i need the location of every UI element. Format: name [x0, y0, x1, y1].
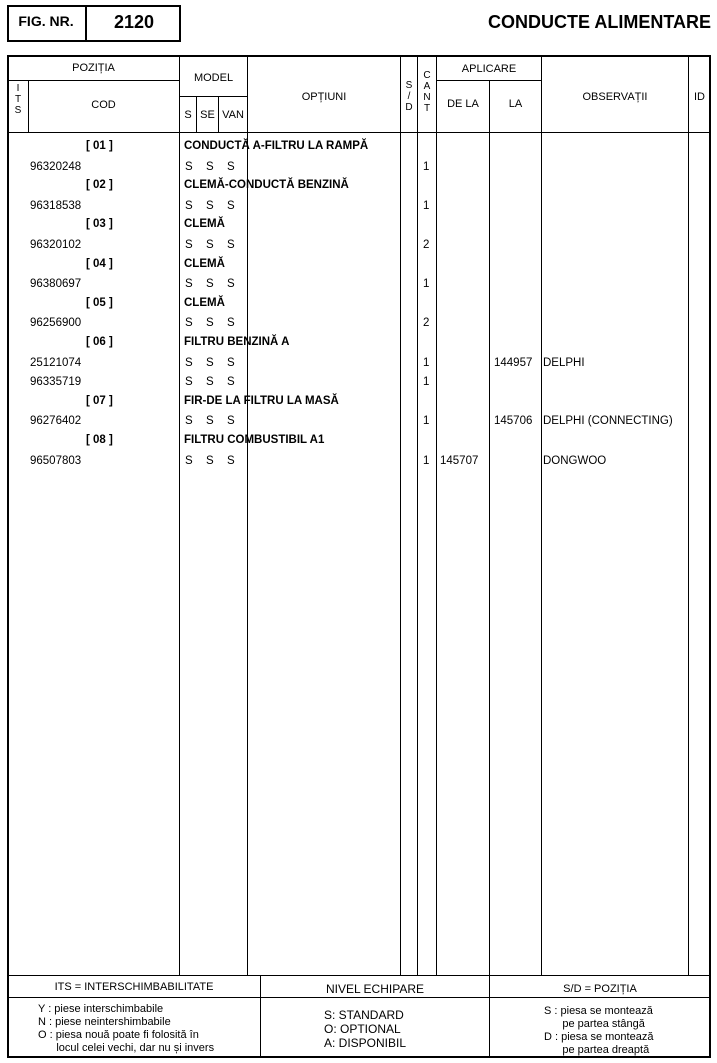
quantity: 1 [423, 160, 430, 173]
model-s-flag: S [185, 317, 193, 330]
quantity: 1 [423, 376, 430, 389]
part-name: CLEMĂ-CONDUCTĂ BENZINĂ [184, 179, 349, 192]
footer-nivel-legend [324, 1008, 406, 1050]
footer-sd-line: D : piesa se montează [544, 1031, 654, 1043]
position-number: [ 03 ] [86, 218, 113, 231]
observation: DONGWOO [543, 454, 607, 467]
model-van-flag: S [227, 278, 235, 291]
header-model-se: SE [200, 109, 215, 121]
footer-its-line: N : piese neintershimbabile [38, 1016, 171, 1028]
footer-sd-line: pe partea stângă [544, 1018, 645, 1030]
model-van-flag: S [227, 317, 235, 330]
quantity: 2 [423, 317, 430, 330]
header-de-la: DE LA [447, 98, 479, 110]
model-s-flag: S [185, 454, 193, 467]
header-id: ID [694, 91, 705, 103]
quantity: 1 [423, 356, 430, 369]
model-s-flag: S [185, 415, 193, 428]
grid-line [417, 56, 418, 975]
header-la: LA [508, 98, 523, 110]
footer-sd-title: S/D = POZIȚIA [563, 983, 637, 995]
part-code: 96380697 [30, 278, 82, 291]
model-s-flag: S [185, 376, 193, 389]
parts-table [7, 55, 711, 1058]
footer-its-line: O : piesa nouă poate fi folosită în [38, 1029, 199, 1041]
applicable-to: 145706 [494, 415, 533, 428]
model-van-flag: S [227, 356, 235, 369]
part-name: CONDUCTĂ A-FILTRU LA RAMPĂ [184, 140, 369, 152]
part-code: 96320102 [30, 239, 82, 251]
model-se-flag: S [206, 317, 214, 330]
part-code: 96256900 [30, 317, 82, 330]
part-code: 96335719 [30, 376, 82, 389]
header-model-van: VAN [222, 109, 244, 121]
model-van-flag: S [227, 376, 235, 389]
quantity: 1 [423, 454, 430, 467]
grid-line [247, 56, 248, 975]
model-van-flag: S [227, 160, 235, 173]
figure-number: 2120 [113, 12, 155, 32]
quantity: 1 [423, 278, 430, 291]
grid-line [436, 56, 437, 975]
quantity: 1 [423, 199, 430, 212]
grid-line [8, 80, 179, 81]
position-number: [ 06 ] [86, 336, 113, 348]
applicable-to: 144957 [494, 356, 533, 369]
header-observatii: OBSERVAȚII [582, 91, 648, 103]
part-name: CLEMĂ [184, 257, 225, 270]
part-name: FILTRU COMBUSTIBIL A1 [184, 434, 325, 446]
position-number: [ 05 ] [86, 296, 113, 309]
grid-line [180, 96, 247, 97]
model-se-flag: S [206, 239, 214, 251]
grid-line [400, 56, 401, 975]
footer-divider [8, 997, 710, 998]
grid-line [437, 80, 541, 81]
observation: DELPHI (CONNECTING) [543, 415, 673, 428]
header-its: I T S [14, 83, 22, 116]
model-van-flag: S [227, 199, 235, 212]
position-number: [ 08 ] [86, 434, 113, 446]
model-se-flag: S [206, 199, 214, 212]
grid-line [489, 80, 490, 975]
quantity: 2 [423, 239, 430, 251]
quantity: 1 [423, 415, 430, 428]
part-name: FILTRU BENZINĂ A [184, 336, 290, 348]
header-cant: C A N T [423, 70, 431, 114]
model-se-flag: S [206, 278, 214, 291]
grid-line [541, 56, 542, 975]
header-sd: S / D [405, 80, 413, 113]
header-optiuni: OPȚIUNI [301, 91, 347, 103]
header-cod: COD [91, 99, 116, 111]
footer-its-legend [38, 1003, 214, 1055]
model-se-flag: S [206, 376, 214, 389]
model-s-flag: S [185, 356, 193, 369]
header-model-s: S [184, 109, 192, 121]
part-code: 96276402 [30, 415, 82, 428]
footer-sd-legend [544, 1005, 653, 1057]
header-bottom-line [8, 132, 710, 133]
footer-sd-line: pe partea dreaptă [544, 1044, 650, 1056]
footer-its-line: locul celei vechi, dar nu și invers [38, 1042, 215, 1054]
model-van-flag: S [227, 239, 235, 251]
model-se-flag: S [206, 356, 214, 369]
model-se-flag: S [206, 454, 214, 467]
grid-line [179, 56, 180, 975]
model-s-flag: S [185, 199, 193, 212]
page-title: CONDUCTE ALIMENTARE [488, 12, 711, 32]
part-code: 96320248 [30, 160, 82, 173]
part-code: 96507803 [30, 454, 82, 467]
footer-sd-line: S : piesa se montează [544, 1005, 653, 1017]
part-name: FIR-DE LA FILTRU LA MASĂ [184, 394, 339, 407]
footer-its-title: ITS = INTERSCHIMBABILITATE [54, 981, 214, 993]
footer-nivel-line: O: OPTIONAL [324, 1022, 401, 1036]
model-s-flag: S [185, 160, 193, 173]
model-se-flag: S [206, 160, 214, 173]
model-se-flag: S [206, 415, 214, 428]
model-s-flag: S [185, 278, 193, 291]
header-model: MODEL [193, 72, 234, 84]
footer-its-line: Y : piese interschimbabile [38, 1003, 164, 1015]
header-pozitia: POZIȚIA [72, 62, 115, 74]
applicable-from: 145707 [440, 454, 479, 467]
position-number: [ 04 ] [86, 257, 113, 270]
part-name: CLEMĂ [184, 218, 225, 231]
position-number: [ 07 ] [86, 394, 113, 407]
figure-label: FIG. NR. [7, 5, 87, 42]
footer-top-line [8, 975, 710, 976]
observation: DELPHI [543, 356, 585, 369]
header-aplicare: APLICARE [461, 63, 517, 75]
position-number: [ 02 ] [86, 179, 113, 192]
grid-line [688, 56, 689, 975]
model-van-flag: S [227, 415, 235, 428]
footer-nivel-title: NIVEL ECHIPARE [325, 982, 425, 996]
part-code: 96318538 [30, 199, 82, 212]
part-name: CLEMĂ [184, 296, 225, 309]
part-code: 25121074 [30, 356, 82, 369]
position-number: [ 01 ] [86, 140, 113, 152]
model-s-flag: S [185, 239, 193, 251]
footer-nivel-line: S: STANDARD [324, 1008, 404, 1022]
footer-nivel-line: A: DISPONIBIL [324, 1036, 407, 1050]
model-van-flag: S [227, 454, 235, 467]
